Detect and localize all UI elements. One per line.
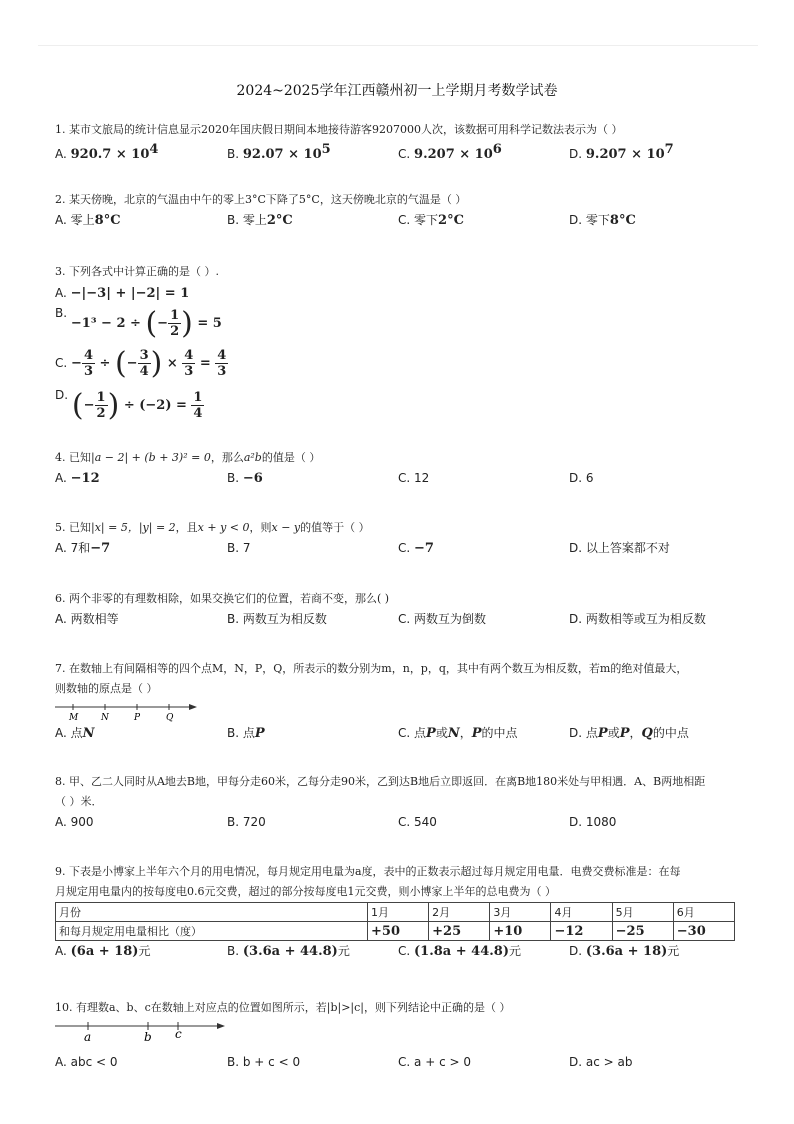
option-a[interactable]: A. 点N <box>55 726 95 741</box>
option-b[interactable]: B. 7 <box>227 541 251 555</box>
option-a[interactable]: A. $920.7 \times 10^4$ <box>55 142 159 162</box>
table-cell: 5月 <box>612 903 673 922</box>
option-a[interactable]: A. abc < 0 <box>55 1055 118 1069</box>
question-5 <box>55 518 755 558</box>
option-c[interactable]: C. 540 <box>398 815 437 829</box>
number-line-mnpq <box>55 699 205 723</box>
question-6 <box>55 589 755 629</box>
option-d[interactable]: D. 点P或P，Q的中点 <box>569 726 689 741</box>
label-b: b <box>144 1030 152 1044</box>
option-d[interactable]: D. ac > ab <box>569 1055 633 1069</box>
option-b[interactable]: B. 点P <box>227 726 265 741</box>
option-c[interactable]: C. (1.8a + 44.8)元 <box>398 944 521 959</box>
table-cell: 3月 <box>490 903 551 922</box>
label-c: c <box>175 1027 182 1041</box>
option-d[interactable]: D. (3.6a + 18)元 <box>569 944 680 959</box>
option-c[interactable]: C. 12 <box>398 471 430 485</box>
option-c[interactable]: C. 点P或N，P的中点 <box>398 726 518 741</box>
option-b[interactable]: B. −6 <box>227 471 263 486</box>
question-stem: 2. 某天傍晚，北京的气温由中午的零上3°C下降了5°C，这天傍晚北京的气温是（ ） <box>55 193 467 206</box>
option-c[interactable]: C. $9.207 \times 10^6$ <box>398 142 502 162</box>
option-b[interactable]: B. (3.6a + 44.8)元 <box>227 944 350 959</box>
option-b[interactable]: B. $92.07 \times 10^5$ <box>227 142 331 162</box>
table-cell: +25 <box>429 922 490 941</box>
question-stem: （ ）米． <box>55 795 103 808</box>
option-b[interactable]: B. 两数互为相反数 <box>227 612 327 626</box>
option-a[interactable]: A. −12 <box>55 471 100 486</box>
label-q: Q <box>166 713 174 723</box>
question-stem: 月规定用电量内的按每度电0.6元交费，超过的部分按每度电1元交费，则小博家上半年的总电费为（ ） <box>55 885 556 898</box>
axis-arrow <box>217 1023 225 1029</box>
option-a[interactable]: A. 两数相等 <box>55 612 119 626</box>
option-b[interactable]: B. 720 <box>227 815 266 829</box>
table-row <box>56 922 735 941</box>
option-c[interactable]: C. −7 <box>398 541 434 556</box>
option-d[interactable]: D. ( − $\frac{1}{2}$ ) ÷ (−2) = $\frac{1}{4}$ <box>55 387 203 423</box>
option-b[interactable]: B. 零上2°C <box>227 213 293 228</box>
table-cell: −12 <box>551 922 612 941</box>
label-m: M <box>69 713 79 723</box>
question-9 <box>55 862 755 961</box>
question-1 <box>55 120 755 160</box>
question-stem: 6. 两个非零的有理数相除，如果交换它们的位置，若商不变，那么( ) <box>55 592 390 605</box>
page-title: 2024~2025学年江西赣州初一上学期月考数学试卷 <box>236 83 558 99</box>
question-7 <box>55 659 755 743</box>
option-a[interactable]: A. 零上8°C <box>55 213 121 228</box>
label-n: N <box>101 713 109 723</box>
table-cell: 2月 <box>429 903 490 922</box>
question-2 <box>55 190 755 230</box>
question-3 <box>55 262 745 426</box>
label-p: P <box>134 713 141 723</box>
question-stem: 4. 已知|a − 2| + (b + 3)² = 0，那么a²b的值是（ ） <box>55 451 321 464</box>
question-stem: 9. 下表是小博家上半年六个月的用电情况，每月规定用电量为a度，表中的正数表示超过每月规定用电量．电费交费标准是：在每 <box>55 865 681 878</box>
question-stem: 8. 甲、乙二人同时从A地去B地，甲每分走60米，乙每分走90米，乙到达B地后立即返回．在离B地180米处与甲相遇．A、B两地相距 <box>55 775 706 788</box>
number-line-abc <box>55 1018 235 1044</box>
option-d[interactable]: D. $9.207 \times 10^7$ <box>569 142 674 162</box>
table-cell: 4月 <box>551 903 612 922</box>
option-c[interactable]: C. − $\frac{4}{3}$ ÷ ( − $\frac{3}{4}$ ) × $\frac{4}{3}$ = $\frac{4}{3}$ <box>55 345 227 381</box>
table-row <box>56 903 735 922</box>
question-stem: 7. 在数轴上有间隔相等的四个点M，N，P，Q，所表示的数分别为m，n，p，q，其中有两个数互为相反数，若m的绝对值最大， <box>55 662 688 675</box>
option-d[interactable]: D. 两数相等或互为相反数 <box>569 612 706 626</box>
label-a: a <box>84 1030 92 1044</box>
header-divider <box>38 45 758 46</box>
question-stem: 则数轴的原点是（ ） <box>55 682 158 695</box>
electricity-usage-table <box>55 902 735 941</box>
option-d[interactable]: D. 零下8°C <box>569 213 636 228</box>
question-stem: 10. 有理数a、b、c在数轴上对应点的位置如图所示，若|b|>|c|，则下列结论中正确的是（ ） <box>55 1001 511 1014</box>
question-8 <box>55 772 755 832</box>
option-a[interactable]: A. (6a + 18)元 <box>55 944 151 959</box>
option-b[interactable]: B. −1³ − 2 ÷ ( − $\frac{1}{2}$ ) = 5 <box>55 305 222 341</box>
table-cell: +10 <box>490 922 551 941</box>
question-4 <box>55 448 755 488</box>
question-stem: 5. 已知|x| = 5，|y| = 2，且x + y < 0，则x − y的值等于（ ） <box>55 521 370 534</box>
table-cell: +50 <box>368 922 429 941</box>
option-c[interactable]: C. 零下2°C <box>398 213 464 228</box>
option-d[interactable]: D. 6 <box>569 471 594 485</box>
table-cell: 和每月规定用电量相比（度） <box>56 922 368 941</box>
table-cell: 1月 <box>368 903 429 922</box>
option-a[interactable]: A. −|−3| + |−2| = 1 <box>55 285 190 301</box>
table-cell: −25 <box>612 922 673 941</box>
option-b[interactable]: B. b + c < 0 <box>227 1055 301 1069</box>
option-d[interactable]: D. 1080 <box>569 815 617 829</box>
table-cell: −30 <box>673 922 734 941</box>
table-cell: 月份 <box>56 903 368 922</box>
option-d[interactable]: D. 以上答案都不对 <box>569 541 670 555</box>
option-c[interactable]: C. 两数互为倒数 <box>398 612 487 626</box>
axis-arrow <box>189 704 197 710</box>
option-a[interactable]: A. 7和−7 <box>55 541 111 556</box>
question-stem: 1. 某市文旅局的统计信息显示2020年国庆假日期间本地接待游客9207000人次，该数据可用科学记数法表示为（ ） <box>55 123 623 136</box>
option-a[interactable]: A. 900 <box>55 815 94 829</box>
question-10 <box>55 998 755 1072</box>
table-cell: 6月 <box>673 903 734 922</box>
question-stem: 3. 下列各式中计算正确的是（ ）. <box>55 265 219 278</box>
option-c[interactable]: C. a + c > 0 <box>398 1055 471 1069</box>
